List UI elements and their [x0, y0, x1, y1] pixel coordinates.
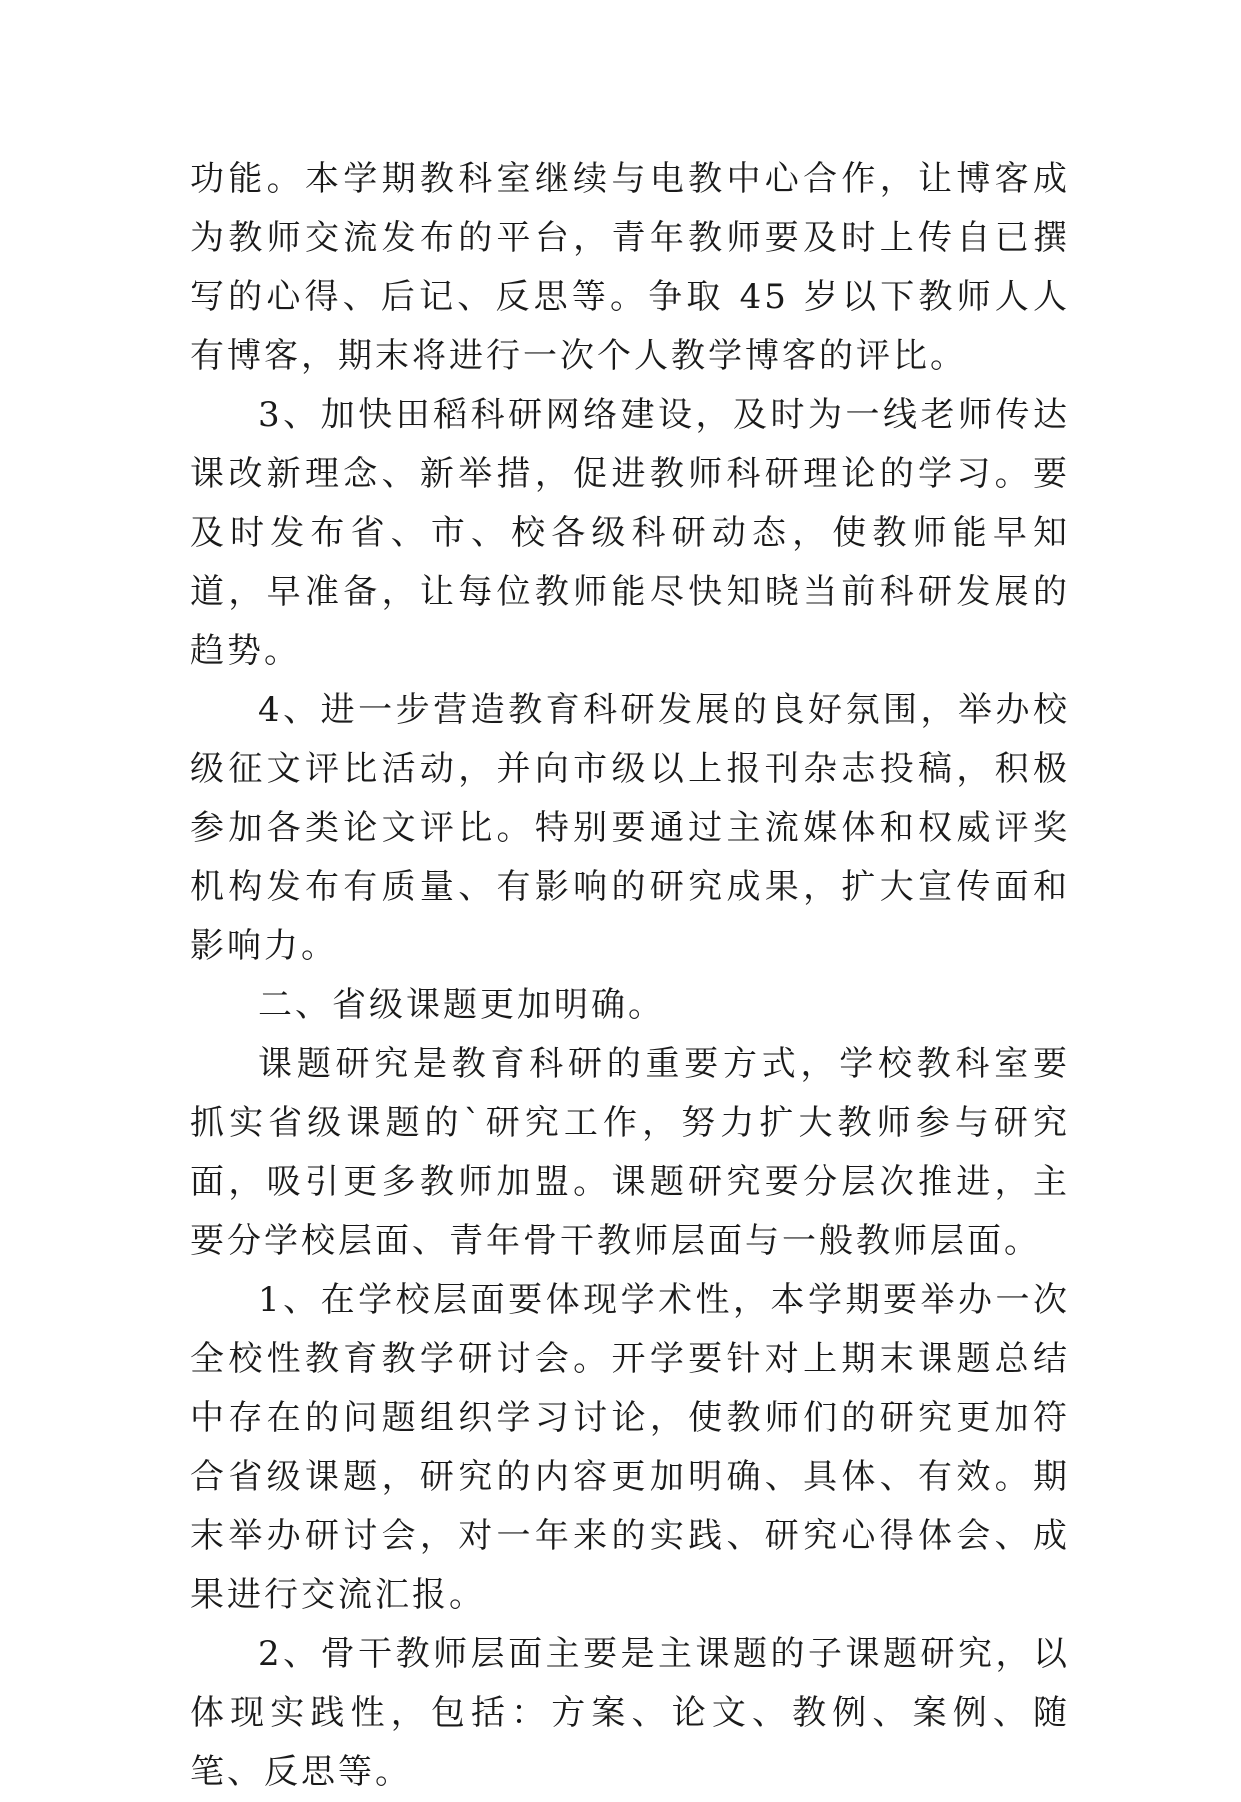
paragraph-item-2-backbone-teachers: 2、骨干教师层面主要是主课题的子课题研究，以体现实践性，包括：方案、论文、教例、案例、随笔、反思等。 — [190, 1634, 1070, 1792]
document-page — [190, 150, 1070, 1802]
paragraph-topic-research: 课题研究是教育科研的重要方式，学校教科室要抓实省级课题的`研究工作，努力扩大教师参与研究面，吸引更多教师加盟。课题研究要分层次推进，主要分学校层面、青年骨干教师层面与一般教师层面。 — [190, 1044, 1070, 1261]
paragraph-item-3-network: 3、加快田稻科研网络建设，及时为一线老师传达课改新理念、新举措，促进教师科研理论的学习。要及时发布省、市、校各级科研动态，使教师能早知道，早准备，让每位教师能尽快知晓当前科研发展的趋势。 — [190, 395, 1070, 671]
paragraph-item-1-school-level: 1、在学校层面要体现学术性，本学期要举办一次全校性教育教学研讨会。开学要针对上期末课题总结中存在的问题组织学习讨论，使教师们的研究更加符合省级课题，研究的内容更加明确、具体、有效。期末举办研讨会，对一年来的实践、研究心得体会、成果进行交流汇报。 — [190, 1280, 1070, 1615]
section-heading-provincial-topics: 二、省级课题更加明确。 — [258, 985, 665, 1025]
paragraph-blog-function: 功能。本学期教科室继续与电教中心合作，让博客成为教师交流发布的平台，青年教师要及时上传自已撰写的心得、后记、反思等。争取 45 岁以下教师人人有博客，期末将进行一次个人教学博客的评比。 — [190, 159, 1070, 376]
paragraph-item-4-essay: 4、进一步营造教育科研发展的良好氛围，举办校级征文评比活动，并向市级以上报刊杂志投稿，积极参加各类论文评比。特别要通过主流媒体和权威评奖机构发布有质量、有影响的研究成果，扩大宣传面和影响力。 — [190, 690, 1070, 966]
